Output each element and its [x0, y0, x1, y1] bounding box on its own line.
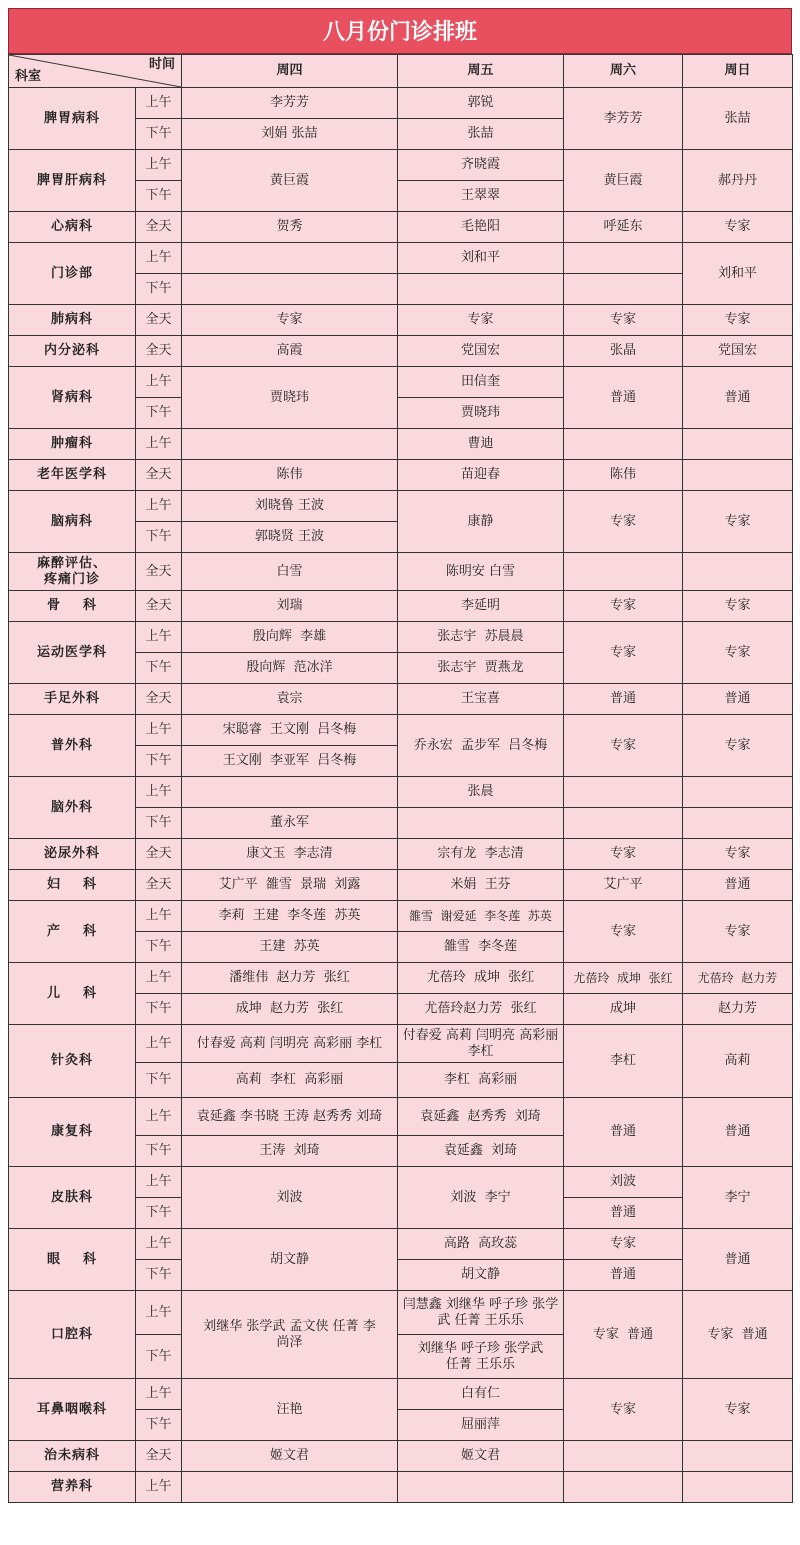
schedule-cell: 米娟 王芬 — [398, 870, 564, 901]
dept-name: 肾病科 — [9, 367, 136, 429]
schedule-cell: 宗有龙 李志清 — [398, 839, 564, 870]
schedule-cell: 李宁 — [683, 1167, 793, 1229]
schedule-cell: 姬文君 — [182, 1441, 398, 1472]
schedule-cell: 贾晓玮 — [398, 398, 564, 429]
schedule-cell: 普通 — [564, 367, 683, 429]
table-row — [9, 367, 793, 398]
schedule-cell — [564, 429, 683, 460]
schedule-cell: 宋聪睿 王文刚 吕冬梅 — [182, 715, 398, 746]
schedule-cell: 刘继华 张学武 孟文侠 任菁 李尚泽 — [182, 1291, 398, 1379]
table-row — [9, 88, 793, 119]
schedule-cell: 康文玉 李志清 — [182, 839, 398, 870]
header-row — [9, 55, 793, 88]
schedule-cell — [564, 777, 683, 808]
dept-name: 耳鼻咽喉科 — [9, 1379, 136, 1441]
table-row — [9, 1229, 793, 1260]
slot-label: 全天 — [136, 553, 182, 591]
schedule-cell: 专家 — [564, 622, 683, 684]
dept-name: 妇 科 — [9, 870, 136, 901]
schedule-cell: 王建 苏英 — [182, 932, 398, 963]
dept-name: 脾胃病科 — [9, 88, 136, 150]
schedule-cell: 专家 — [398, 305, 564, 336]
schedule-cell: 刘娟 张喆 — [182, 119, 398, 150]
slot-label: 下午 — [136, 1335, 182, 1379]
table-row — [9, 553, 793, 591]
schedule-cell: 尤蓓玲赵力芳 张红 — [398, 994, 564, 1025]
schedule-cell: 李杠 高彩丽 — [398, 1063, 564, 1098]
schedule-cell: 成坤 — [564, 994, 683, 1025]
table-row — [9, 429, 793, 460]
slot-label: 上午 — [136, 1167, 182, 1198]
table-row — [9, 1291, 793, 1335]
dept-name: 儿 科 — [9, 963, 136, 1025]
dept-name: 肿瘤科 — [9, 429, 136, 460]
schedule-cell — [564, 243, 683, 274]
schedule-cell: 专家 — [683, 622, 793, 684]
slot-label: 下午 — [136, 1260, 182, 1291]
dept-name: 眼 科 — [9, 1229, 136, 1291]
schedule-cell — [683, 429, 793, 460]
slot-label: 上午 — [136, 429, 182, 460]
table-row — [9, 460, 793, 491]
schedule-cell — [398, 274, 564, 305]
schedule-cell: 张晶 — [564, 336, 683, 367]
schedule-cell: 专家 — [182, 305, 398, 336]
dept-name: 脑病科 — [9, 491, 136, 553]
schedule-cell: 张晨 — [398, 777, 564, 808]
schedule-cell: 贺秀 — [182, 212, 398, 243]
schedule-cell: 张志宇 苏晨晨 — [398, 622, 564, 653]
schedule-cell: 王涛 刘琦 — [182, 1136, 398, 1167]
schedule-cell: 李延明 — [398, 591, 564, 622]
schedule-cell: 闫慧鑫 刘继华 呼子珍 张学武 任菁 王乐乐 — [398, 1291, 564, 1335]
schedule-cell: 郝丹丹 — [683, 150, 793, 212]
schedule-cell: 董永军 — [182, 808, 398, 839]
dept-name: 门诊部 — [9, 243, 136, 305]
schedule-cell — [683, 777, 793, 808]
table-row — [9, 305, 793, 336]
table-row — [9, 212, 793, 243]
table-row — [9, 777, 793, 808]
schedule-cell: 黄巨霞 — [564, 150, 683, 212]
schedule-cell: 专家 — [564, 839, 683, 870]
schedule-cell: 普通 — [564, 1098, 683, 1167]
slot-label: 上午 — [136, 1472, 182, 1503]
schedule-cell: 专家 普通 — [683, 1291, 793, 1379]
corner-header — [9, 55, 182, 88]
schedule-cell: 尤蓓玲 赵力芳 — [683, 963, 793, 994]
schedule-cell: 尤蓓玲 成坤 张红 — [398, 963, 564, 994]
table-row — [9, 1098, 793, 1136]
slot-label: 上午 — [136, 1379, 182, 1410]
schedule-cell: 李芳芳 — [182, 88, 398, 119]
schedule-cell: 专家 — [564, 901, 683, 963]
page-title: 八月份门诊排班 — [8, 8, 792, 54]
schedule-cell: 专家 — [564, 1379, 683, 1441]
schedule-cell — [564, 553, 683, 591]
schedule-cell: 袁宗 — [182, 684, 398, 715]
schedule-cell: 高路 高玫蕊 — [398, 1229, 564, 1260]
slot-label: 下午 — [136, 274, 182, 305]
slot-label: 全天 — [136, 839, 182, 870]
schedule-cell: 胡文静 — [398, 1260, 564, 1291]
slot-label: 上午 — [136, 1098, 182, 1136]
slot-label: 下午 — [136, 994, 182, 1025]
schedule-cell: 袁延鑫 刘琦 — [398, 1136, 564, 1167]
slot-label: 下午 — [136, 653, 182, 684]
schedule-cell — [564, 1472, 683, 1503]
table-row — [9, 839, 793, 870]
day-header-sat: 周六 — [564, 55, 683, 88]
schedule-cell: 李莉 王建 李冬莲 苏英 — [182, 901, 398, 932]
table-row — [9, 622, 793, 653]
schedule-cell: 陈伟 — [564, 460, 683, 491]
schedule-cell — [182, 777, 398, 808]
dept-name: 产 科 — [9, 901, 136, 963]
schedule-cell: 康静 — [398, 491, 564, 553]
schedule-cell: 普通 — [683, 684, 793, 715]
schedule-cell: 党国宏 — [398, 336, 564, 367]
schedule-cell: 专家 — [683, 715, 793, 777]
schedule-cell: 普通 — [564, 1198, 683, 1229]
schedule-cell: 专家 — [683, 212, 793, 243]
dept-name: 心病科 — [9, 212, 136, 243]
dept-header: 科室 — [15, 69, 42, 84]
schedule-cell: 普通 — [683, 1229, 793, 1291]
schedule-cell: 专家 — [564, 491, 683, 553]
schedule-cell: 汪艳 — [182, 1379, 398, 1441]
schedule-cell: 尤蓓玲 成坤 张红 — [564, 963, 683, 994]
schedule-cell: 张喆 — [683, 88, 793, 150]
slot-label: 下午 — [136, 1198, 182, 1229]
schedule-cell: 专家 — [683, 305, 793, 336]
schedule-cell: 艾广平 雒雪 景瑞 刘露 — [182, 870, 398, 901]
day-header-sun: 周日 — [683, 55, 793, 88]
schedule-cell — [564, 1441, 683, 1472]
dept-name-line: 麻醉评估、 — [36, 555, 107, 571]
schedule-cell: 普通 — [564, 1260, 683, 1291]
slot-label: 下午 — [136, 181, 182, 212]
schedule-cell: 李杠 — [564, 1025, 683, 1098]
schedule-cell: 普通 — [683, 1098, 793, 1167]
schedule-cell: 高莉 — [683, 1025, 793, 1098]
table-row — [9, 715, 793, 746]
schedule-cell: 贾晓玮 — [182, 367, 398, 429]
schedule-cell: 赵力芳 — [683, 994, 793, 1025]
table-row — [9, 963, 793, 994]
schedule-cell: 付春爱 高莉 闫明亮 高彩丽 李杠 — [182, 1025, 398, 1063]
slot-label: 全天 — [136, 305, 182, 336]
schedule-cell: 刘和平 — [398, 243, 564, 274]
dept-name: 老年医学科 — [9, 460, 136, 491]
schedule-cell: 王文刚 李亚军 吕冬梅 — [182, 746, 398, 777]
schedule-cell — [683, 1472, 793, 1503]
dept-name: 营养科 — [9, 1472, 136, 1503]
schedule-cell — [182, 274, 398, 305]
table-row — [9, 150, 793, 181]
slot-label: 上午 — [136, 1291, 182, 1335]
schedule-cell: 郭锐 — [398, 88, 564, 119]
schedule-cell: 刘波 李宁 — [398, 1167, 564, 1229]
slot-label: 全天 — [136, 212, 182, 243]
table-row — [9, 901, 793, 932]
schedule-cell — [683, 553, 793, 591]
schedule-cell: 刘晓鲁 王波 — [182, 491, 398, 522]
slot-label: 上午 — [136, 963, 182, 994]
schedule-cell — [564, 808, 683, 839]
table-row — [9, 1379, 793, 1410]
dept-name: 手足外科 — [9, 684, 136, 715]
schedule-cell: 殷向辉 李雄 — [182, 622, 398, 653]
slot-label: 全天 — [136, 684, 182, 715]
slot-label: 下午 — [136, 1410, 182, 1441]
dept-name-line: 疼痛门诊 — [43, 571, 100, 587]
dept-name: 口腔科 — [9, 1291, 136, 1379]
schedule-cell: 陈明安 白雪 — [398, 553, 564, 591]
schedule-cell: 郭晓贤 王波 — [182, 522, 398, 553]
schedule-cell — [683, 1441, 793, 1472]
schedule-cell — [398, 808, 564, 839]
schedule-cell: 王宝喜 — [398, 684, 564, 715]
slot-label: 全天 — [136, 591, 182, 622]
schedule-cell: 艾广平 — [564, 870, 683, 901]
schedule-cell: 刘继华 呼子珍 张学武 任菁 王乐乐 — [398, 1335, 564, 1379]
slot-label: 上午 — [136, 715, 182, 746]
schedule-cell: 普通 — [683, 870, 793, 901]
schedule-cell: 专家 — [564, 305, 683, 336]
schedule-cell: 袁延鑫 李书晓 王涛 赵秀秀 刘琦 — [182, 1098, 398, 1136]
schedule-cell: 专家 普通 — [564, 1291, 683, 1379]
schedule-cell: 黄巨霞 — [182, 150, 398, 212]
schedule-cell: 刘和平 — [683, 243, 793, 305]
schedule-cell: 党国宏 — [683, 336, 793, 367]
dept-name: 肺病科 — [9, 305, 136, 336]
dept-name: 治未病科 — [9, 1441, 136, 1472]
schedule-cell — [182, 243, 398, 274]
schedule-cell: 刘波 — [182, 1167, 398, 1229]
slot-label: 上午 — [136, 1025, 182, 1063]
table-row — [9, 491, 793, 522]
schedule-cell: 苗迎春 — [398, 460, 564, 491]
dept-name: 针灸科 — [9, 1025, 136, 1098]
table-row — [9, 336, 793, 367]
schedule-cell: 刘波 — [564, 1167, 683, 1198]
schedule-cell: 屈丽萍 — [398, 1410, 564, 1441]
schedule-cell: 乔永宏 孟步军 吕冬梅 — [398, 715, 564, 777]
dept-name: 骨 科 — [9, 591, 136, 622]
schedule-cell: 殷向辉 范冰洋 — [182, 653, 398, 684]
schedule-cell: 陈伟 — [182, 460, 398, 491]
time-header: 时间 — [148, 57, 175, 72]
day-header-fri: 周五 — [398, 55, 564, 88]
schedule-cell: 毛艳阳 — [398, 212, 564, 243]
schedule-cell: 张喆 — [398, 119, 564, 150]
slot-label: 全天 — [136, 1441, 182, 1472]
schedule-cell: 普通 — [683, 367, 793, 429]
dept-name: 康复科 — [9, 1098, 136, 1167]
schedule-cell — [683, 460, 793, 491]
table-row — [9, 243, 793, 274]
day-header-thu: 周四 — [182, 55, 398, 88]
schedule-cell: 胡文静 — [182, 1229, 398, 1291]
schedule-cell: 专家 — [683, 839, 793, 870]
schedule-cell: 田信奎 — [398, 367, 564, 398]
schedule-cell: 专家 — [683, 1379, 793, 1441]
schedule-sheet — [8, 8, 792, 1503]
slot-label: 上午 — [136, 150, 182, 181]
slot-label: 上午 — [136, 901, 182, 932]
schedule-cell: 袁延鑫 赵秀秀 刘琦 — [398, 1098, 564, 1136]
schedule-cell: 专家 — [564, 591, 683, 622]
schedule-cell: 高莉 李杠 高彩丽 — [182, 1063, 398, 1098]
table-row — [9, 1025, 793, 1063]
slot-label: 下午 — [136, 808, 182, 839]
schedule-cell — [182, 1472, 398, 1503]
schedule-table — [8, 54, 793, 1503]
slot-label: 全天 — [136, 870, 182, 901]
slot-label: 上午 — [136, 622, 182, 653]
schedule-cell: 齐晓霞 — [398, 150, 564, 181]
slot-label: 上午 — [136, 367, 182, 398]
dept-name: 脑外科 — [9, 777, 136, 839]
schedule-cell: 普通 — [564, 684, 683, 715]
slot-label: 上午 — [136, 491, 182, 522]
slot-label: 下午 — [136, 746, 182, 777]
table-row — [9, 1167, 793, 1198]
slot-label: 下午 — [136, 522, 182, 553]
slot-label: 上午 — [136, 88, 182, 119]
table-row — [9, 870, 793, 901]
schedule-cell: 潘维伟 赵力芳 张红 — [182, 963, 398, 994]
schedule-cell: 成坤 赵力芳 张红 — [182, 994, 398, 1025]
schedule-cell — [683, 808, 793, 839]
dept-name: 皮肤科 — [9, 1167, 136, 1229]
schedule-cell: 专家 — [564, 1229, 683, 1260]
schedule-cell: 王翠翠 — [398, 181, 564, 212]
schedule-cell: 李芳芳 — [564, 88, 683, 150]
slot-label: 下午 — [136, 1063, 182, 1098]
schedule-cell: 雒雪 谢爱延 李冬莲 苏英 — [398, 901, 564, 932]
schedule-cell — [398, 1472, 564, 1503]
schedule-cell: 专家 — [564, 715, 683, 777]
dept-name: 内分泌科 — [9, 336, 136, 367]
table-row — [9, 1441, 793, 1472]
slot-label: 下午 — [136, 1136, 182, 1167]
schedule-cell: 专家 — [683, 491, 793, 553]
dept-name: 运动医学科 — [9, 622, 136, 684]
schedule-cell: 付春爱 高莉 闫明亮 高彩丽 李杠 — [398, 1025, 564, 1063]
schedule-cell — [564, 274, 683, 305]
slot-label: 上午 — [136, 1229, 182, 1260]
schedule-cell: 白雪 — [182, 553, 398, 591]
schedule-cell: 高霞 — [182, 336, 398, 367]
slot-label: 下午 — [136, 398, 182, 429]
schedule-cell: 雒雪 李冬莲 — [398, 932, 564, 963]
table-row — [9, 684, 793, 715]
dept-name — [9, 553, 136, 591]
schedule-cell — [182, 429, 398, 460]
dept-name: 普外科 — [9, 715, 136, 777]
schedule-cell: 姬文君 — [398, 1441, 564, 1472]
slot-label: 下午 — [136, 932, 182, 963]
dept-name: 泌尿外科 — [9, 839, 136, 870]
schedule-cell: 白有仁 — [398, 1379, 564, 1410]
schedule-cell: 专家 — [683, 591, 793, 622]
schedule-cell: 专家 — [683, 901, 793, 963]
slot-label: 下午 — [136, 119, 182, 150]
schedule-cell: 刘瑞 — [182, 591, 398, 622]
table-row — [9, 1472, 793, 1503]
slot-label: 上午 — [136, 777, 182, 808]
schedule-cell: 张志宇 贾燕龙 — [398, 653, 564, 684]
slot-label: 全天 — [136, 460, 182, 491]
schedule-cell: 曹迪 — [398, 429, 564, 460]
table-row — [9, 591, 793, 622]
schedule-cell: 呼延东 — [564, 212, 683, 243]
dept-name: 脾胃肝病科 — [9, 150, 136, 212]
slot-label: 上午 — [136, 243, 182, 274]
slot-label: 全天 — [136, 336, 182, 367]
